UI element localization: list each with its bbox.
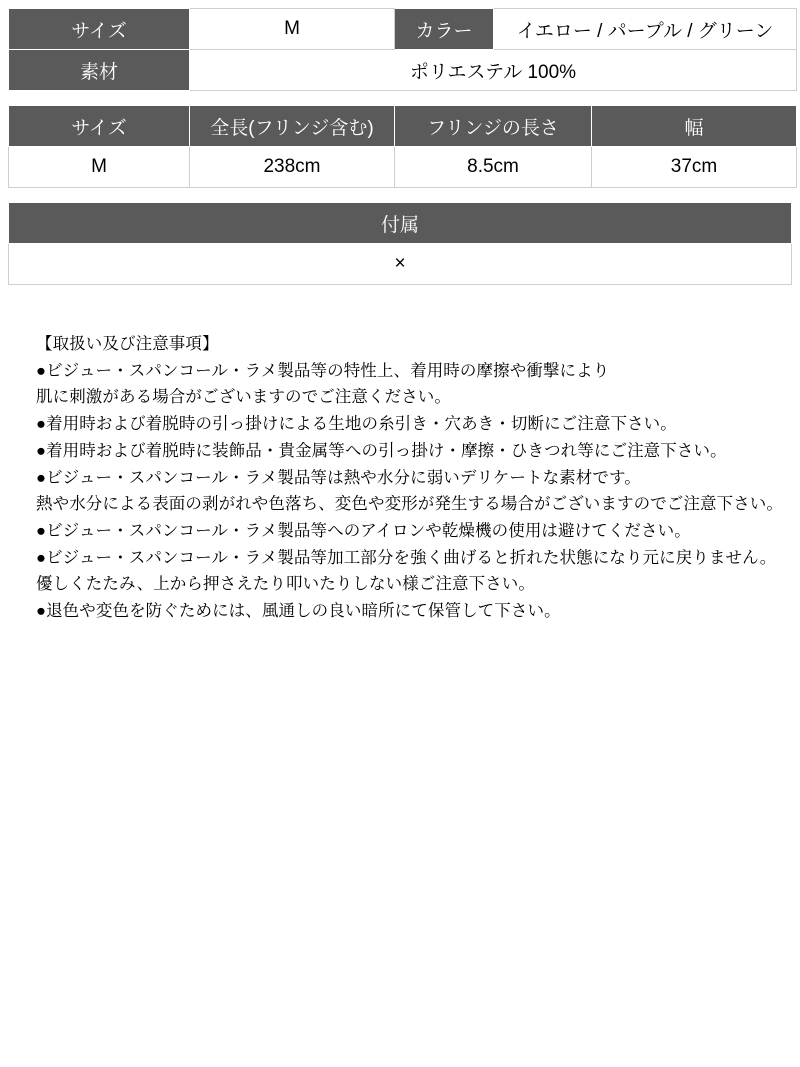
- measurement-table: [8, 105, 797, 188]
- measure-value-fringe-length: 8.5cm: [395, 147, 592, 188]
- table-header-row: [9, 203, 792, 244]
- measure-header-total-length: 全長(フリンジ含む): [190, 106, 395, 147]
- table-spacer: [8, 188, 792, 202]
- care-note-line: ●ビジュー・スパンコール・ラメ製品等は熱や水分に弱いデリケートな素材です。: [36, 468, 641, 487]
- care-note-line: 肌に刺激がある場合がございますのでご注意ください。: [36, 388, 451, 407]
- accessory-value: ×: [9, 244, 792, 285]
- care-note-line: ●ビジュー・スパンコール・ラメ製品等の特性上、着用時の摩擦や衝撃により: [36, 361, 610, 380]
- spec-value-material: ポリエステル 100%: [190, 50, 797, 91]
- measure-value-width: 37cm: [592, 147, 797, 188]
- spec-label-color: カラー: [395, 9, 494, 50]
- care-notes: [8, 331, 792, 625]
- spec-label-material: 素材: [9, 50, 190, 91]
- table-spacer: [8, 91, 792, 105]
- care-note-line: ●退色や変色を防ぐためには、風通しの良い暗所にて保管して下さい。: [36, 602, 561, 621]
- measure-header-width: 幅: [592, 106, 797, 147]
- table-row: [9, 244, 792, 285]
- table-row: [9, 50, 797, 91]
- table-header-row: [9, 106, 797, 147]
- care-note-line: 熱や水分による表面の剥がれや色落ち、変色や変形が発生する場合がございますのでご注意下さい。: [36, 495, 783, 514]
- care-note-line: ●ビジュー・スパンコール・ラメ製品等加工部分を強く曲げると折れた状態になり元に戻りません。: [36, 548, 777, 567]
- spec-table: [8, 8, 797, 91]
- measure-value-total-length: 238cm: [190, 147, 395, 188]
- measure-header-size: サイズ: [9, 106, 190, 147]
- care-note-line: ●ビジュー・スパンコール・ラメ製品等へのアイロンや乾燥機の使用は避けてください。: [36, 522, 691, 541]
- table-row: [9, 147, 797, 188]
- care-notes-title: 【取扱い及び注意事項】: [36, 335, 219, 353]
- table-row: [9, 9, 797, 50]
- spec-value-size: M: [190, 9, 395, 50]
- care-note-line: 優しくたたみ、上から押さえたり叩いたりしない様ご注意下さい。: [36, 575, 535, 594]
- care-note-line: ●着用時および着脱時の引っ掛けによる生地の糸引き・穴あき・切断にご注意下さい。: [36, 415, 677, 434]
- spec-value-color: イエロー / パープル / グリーン: [494, 9, 797, 50]
- measure-value-size: M: [9, 147, 190, 188]
- spec-label-size: サイズ: [9, 9, 190, 50]
- accessory-table: [8, 202, 792, 285]
- measure-header-fringe-length: フリンジの長さ: [395, 106, 592, 147]
- accessory-header: 付属: [9, 203, 792, 244]
- care-note-line: ●着用時および着脱時に装飾品・貴金属等への引っ掛け・摩擦・ひきつれ等にご注意下さい。: [36, 441, 727, 460]
